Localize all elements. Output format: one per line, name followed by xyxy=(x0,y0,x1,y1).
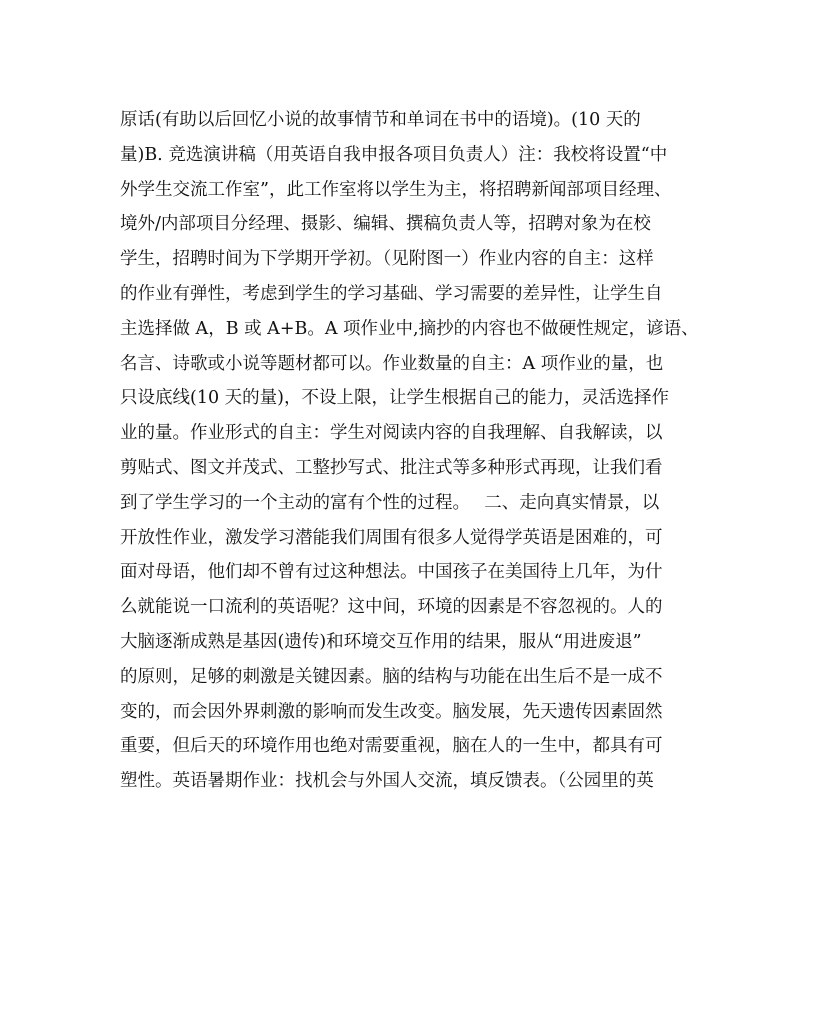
text-line: 的作业有弹性，考虑到学生的学习基础、学习需要的差异性，让学生自 xyxy=(120,283,663,304)
text-line: 境外/内部项目分经理、摄影、编辑、撰稿负责人等，招聘对象为在校 xyxy=(120,214,651,235)
text-line: 学生，招聘时间为下学期开学初。（见附图一）作业内容的自主：这样 xyxy=(120,249,654,270)
text-line: 原话(有助以后回忆小说的故事情节和单词在书中的语境)。(10 天的 xyxy=(120,110,641,130)
text-line: 外学生交流工作室”，此工作室将以学生为主，将招聘新闻部项目经理、 xyxy=(120,179,672,200)
text-line: 重要，但后天的环境作用也绝对需要重视，脑在人的一生中，都具有可 xyxy=(120,736,663,757)
body-text xyxy=(120,103,702,799)
text-line: 变的，而会因外界刺激的影响而发生改变。脑发展，先天遗传因素固然 xyxy=(120,701,663,722)
text-line: 大脑逐渐成熟是基因(遗传)和环境交互作用的结果，服从“用进废退” xyxy=(120,631,642,652)
text-line: 开放性作业，激发学习潜能我们周围有很多人觉得学英语是困难的，可 xyxy=(120,527,663,548)
text-line: 面对母语，他们却不曾有过这种想法。中国孩子在美国待上几年，为什 xyxy=(120,562,663,583)
text-line: 到了学生学习的一个主动的富有个性的过程。 二、走向真实情景，以 xyxy=(120,492,660,513)
text-line: 名言、诗歌或小说等题材都可以。作业数量的自主：A 项作业的量，也 xyxy=(120,353,664,374)
text-line: 业的量。作业形式的自主：学生对阅读内容的自我理解、自我解读，以 xyxy=(120,423,663,444)
text-line: 的原则，足够的刺激是关键因素。脑的结构与功能在出生后不是一成不 xyxy=(120,666,663,687)
text-line: 量)B. 竞选演讲稿（用英语自我申报各项目负责人）注：我校将设置“中 xyxy=(120,144,668,165)
text-line: 么就能说一口流利的英语呢？这中间，环境的因素是不容忽视的。人的 xyxy=(120,597,663,618)
text-line: 剪贴式、图文并茂式、工整抄写式、批注式等多种形式再现，让我们看 xyxy=(120,457,663,478)
text-line: 主选择做 A，B 或 A+B。A 项作业中,摘抄的内容也不做硬性规定，谚语、 xyxy=(120,318,699,339)
text-line: 只设底线(10 天的量)，不设上限，让学生根据自己的能力，灵活选择作 xyxy=(120,388,669,409)
text-line: 塑性。英语暑期作业：找机会与外国人交流，填反馈表。（公园里的英 xyxy=(120,771,654,792)
